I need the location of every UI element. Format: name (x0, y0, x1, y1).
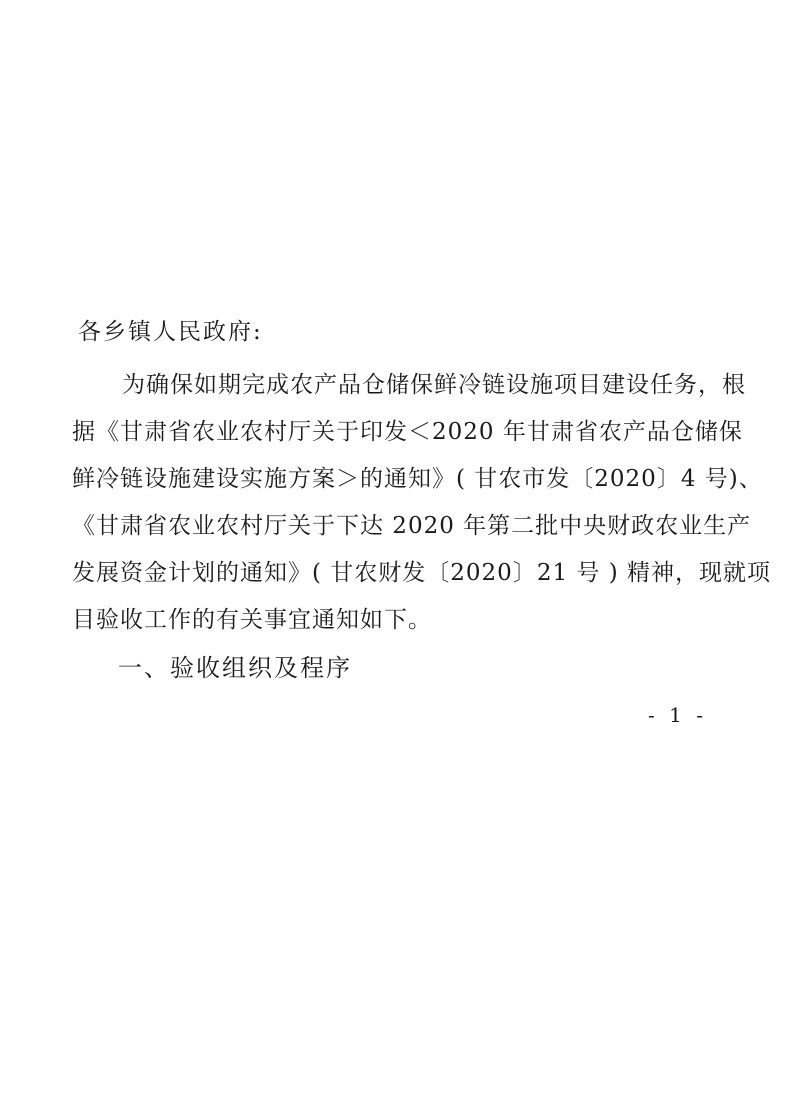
paragraph-line-1: 为确保如期完成农产品仓储保鲜冷链设施项目建设任务，根 (122, 372, 746, 398)
salutation: 各乡镇人民政府: (78, 319, 263, 345)
page-number: - 1 - (648, 703, 707, 727)
paragraph-line-5: 发展资金计划的通知》( 甘农财发〔2020〕21 号 ) 精神，现就项 (72, 560, 771, 586)
paragraph-line-6: 目验收工作的有关事宜通知如下。 (72, 607, 432, 633)
paragraph-line-4: 《甘肃省农业农村厅关于下达 2020 年第二批中央财政农业生产 (72, 513, 752, 539)
paragraph-line-2: 据《甘肃省农业农村厅关于印发＜2020 年甘肃省农产品仓储保 (72, 419, 743, 445)
body-paragraph (72, 362, 771, 644)
section-heading: 一、验收组织及程序 (118, 654, 352, 682)
paragraph-line-3: 鲜冷链设施建设实施方案＞的通知》( 甘农市发〔2020〕4 号)、 (72, 466, 763, 492)
